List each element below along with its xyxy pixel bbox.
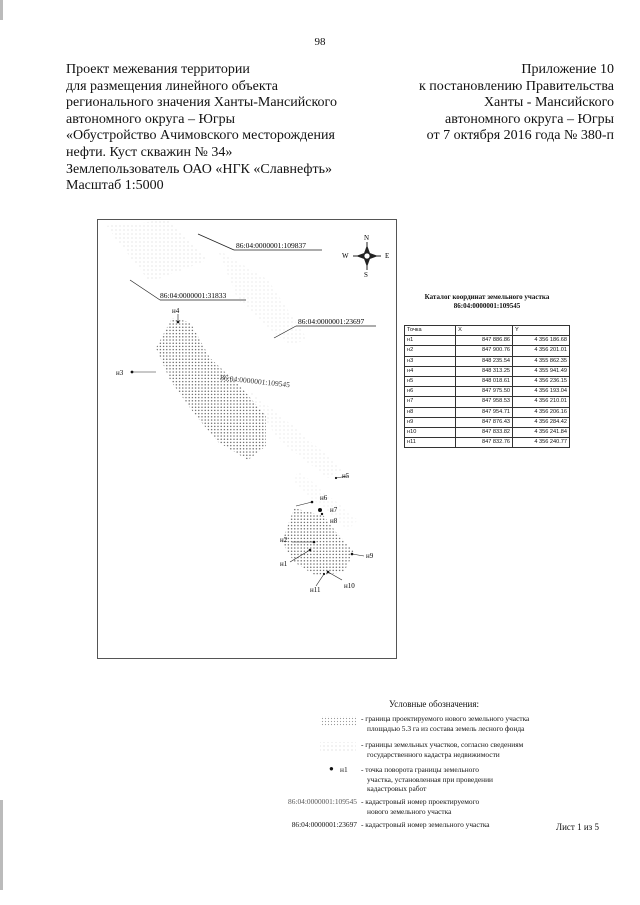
point-label: н7 [330, 506, 338, 514]
title-line: Масштаб 1:5000 [66, 178, 164, 194]
project-title [66, 62, 366, 195]
table-row [405, 336, 570, 346]
y-cell: 4 356 236.15 [513, 376, 570, 386]
legend-text: участка, установленная при проведении [367, 774, 494, 784]
turning-point-n10 [327, 571, 356, 590]
legend-symbol-dotted-fill [318, 714, 358, 728]
x-cell: 847 886.86 [456, 336, 513, 346]
catalog-title [404, 293, 570, 310]
scan-edge [0, 0, 3, 20]
point-label: н6 [320, 494, 328, 502]
point-cell: н5 [405, 376, 456, 386]
point-label: н10 [344, 582, 355, 590]
sheet-counter: Лист 1 из 5 [556, 822, 599, 832]
legend-symbol-light-fill [318, 740, 358, 754]
legend-text: - границы земельных участков, согласно сведениям [361, 740, 524, 749]
annex-line: автономного округа – Югры [445, 111, 614, 127]
point-cell: н4 [405, 366, 456, 376]
turning-point-n3 [116, 369, 156, 377]
annex-line: к постановлению Правительства [418, 78, 614, 94]
point-label: н8 [330, 517, 338, 525]
annex-line: от 7 октября 2016 года № 380-п [426, 128, 614, 144]
legend-symbol-label: 86:04:0000001:109545 [288, 797, 357, 806]
parcel-cadastral-label: 86:04:0000001:109545 [219, 373, 291, 390]
point-cell: н11 [405, 438, 456, 448]
x-cell: 847 876.43 [456, 417, 513, 427]
compass-s: S [364, 271, 368, 279]
title-line: «Обустройство Ачимовского месторождения [66, 128, 335, 144]
point-cell: н6 [405, 387, 456, 397]
projected-parcel-upper [156, 318, 266, 460]
title-line: для размещения линейного объекта [66, 78, 278, 94]
column-header: X [456, 326, 513, 336]
legend-text: - кадастровый номер проектируемого [361, 797, 480, 806]
table-row [405, 407, 570, 417]
y-cell: 4 356 193.04 [513, 387, 570, 397]
cadastral-label: 86:04:0000001:109837 [236, 241, 307, 250]
point-cell: н2 [405, 346, 456, 356]
table-row [405, 376, 570, 386]
point-cell: н8 [405, 407, 456, 417]
legend-title: Условные обозначения: [389, 699, 480, 709]
point-label: н5 [342, 472, 350, 480]
map-drawing [98, 220, 398, 660]
annex-line: Ханты - Мансийского [483, 95, 614, 111]
title-line: нефти. Куст скважин № 34» [66, 144, 233, 160]
point-label: н1 [280, 560, 288, 568]
point-label: н9 [366, 552, 374, 560]
table-row [405, 397, 570, 407]
legend-text: площадью 5.3 га из состава земель лесного фонда [367, 723, 525, 733]
bullet-point-icon: ● [329, 764, 334, 773]
x-cell: 848 018.61 [456, 376, 513, 386]
y-cell: 4 355 862.35 [513, 356, 570, 366]
annex-reference [380, 62, 614, 145]
table-body [405, 336, 570, 448]
legend-text: нового земельного участка [367, 806, 452, 816]
x-cell: 847 833.82 [456, 427, 513, 437]
compass-e: E [385, 252, 390, 260]
x-cell: 847 958.53 [456, 397, 513, 407]
compass-n: N [364, 234, 370, 242]
column-header: Y [513, 326, 570, 336]
point-cell: н3 [405, 356, 456, 366]
scan-edge [0, 800, 3, 890]
x-cell: 847 832.76 [456, 438, 513, 448]
title-line: регионального значения Ханты-Мансийского [66, 95, 337, 111]
legend-text: - точка поворота границы земельного [361, 765, 479, 774]
table-row [405, 356, 570, 366]
y-cell: 4 356 284.42 [513, 417, 570, 427]
neighbour-parcel [218, 250, 308, 345]
title-line: автономного округа – Югры [66, 111, 235, 127]
title-line: Землепользователь ОАО «НГК «Славнефть» [66, 161, 332, 177]
x-cell: 848 313.25 [456, 366, 513, 376]
point-label: н3 [116, 369, 124, 377]
x-cell: 847 975.50 [456, 387, 513, 397]
neighbour-parcel [106, 220, 208, 282]
x-cell: 847 954.71 [456, 407, 513, 417]
legend-text: - граница проектируемого нового земельного участка [361, 714, 530, 723]
y-cell: 4 356 210.01 [513, 397, 570, 407]
cadastral-label: 86:04:0000001:31833 [160, 291, 227, 300]
table-row [405, 417, 570, 427]
column-header: Точка [405, 326, 456, 336]
y-cell: 4 356 201.01 [513, 346, 570, 356]
point-cell: н10 [405, 427, 456, 437]
turning-point-n5 [335, 472, 350, 480]
catalog-title-line: 86:04:0000001:109545 [453, 301, 521, 310]
point-label: н2 [280, 536, 288, 544]
cadastral-callout [130, 280, 246, 300]
y-cell: 4 356 186.68 [513, 336, 570, 346]
cadastral-callout [198, 234, 322, 250]
legend-text: государственного кадастра недвижимости [367, 749, 500, 759]
point-label: н4 [172, 307, 180, 315]
coordinate-table [404, 325, 570, 448]
coordinate-catalog [404, 293, 570, 448]
catalog-title-line: Каталог координат земельного участка [424, 293, 550, 301]
boundary-map [97, 219, 397, 659]
y-cell: 4 356 240.77 [513, 438, 570, 448]
table-row [405, 438, 570, 448]
x-cell: 848 235.54 [456, 356, 513, 366]
table-header-row [405, 326, 570, 336]
point-cell: н7 [405, 397, 456, 407]
point-cell: н1 [405, 336, 456, 346]
table-row [405, 427, 570, 437]
cadastral-label: 86:04:0000001:23697 [298, 317, 365, 326]
page-number: 98 [314, 36, 326, 48]
y-cell: 4 355 941.49 [513, 366, 570, 376]
compass-rose [342, 234, 389, 279]
point-cell: н9 [405, 417, 456, 427]
legend-symbol-label: н1 [340, 765, 348, 774]
table-row [405, 366, 570, 376]
table-row [405, 387, 570, 397]
x-cell: 847 900.76 [456, 346, 513, 356]
point-label: н11 [310, 586, 321, 594]
turning-point-n9 [351, 552, 374, 560]
y-cell: 4 356 241.84 [513, 427, 570, 437]
turning-point-n11 [310, 573, 325, 594]
compass-w: W [342, 252, 349, 260]
table-row [405, 346, 570, 356]
legend-symbol-label: 86:04:0000001:23697 [291, 820, 357, 829]
legend-text: - кадастровый номер земельного участка [361, 820, 490, 829]
annex-line: Приложение 10 [521, 62, 614, 77]
title-line: Проект межевания территории [66, 62, 250, 77]
y-cell: 4 356 206.16 [513, 407, 570, 417]
legend-text: кадастровых работ [367, 784, 427, 793]
